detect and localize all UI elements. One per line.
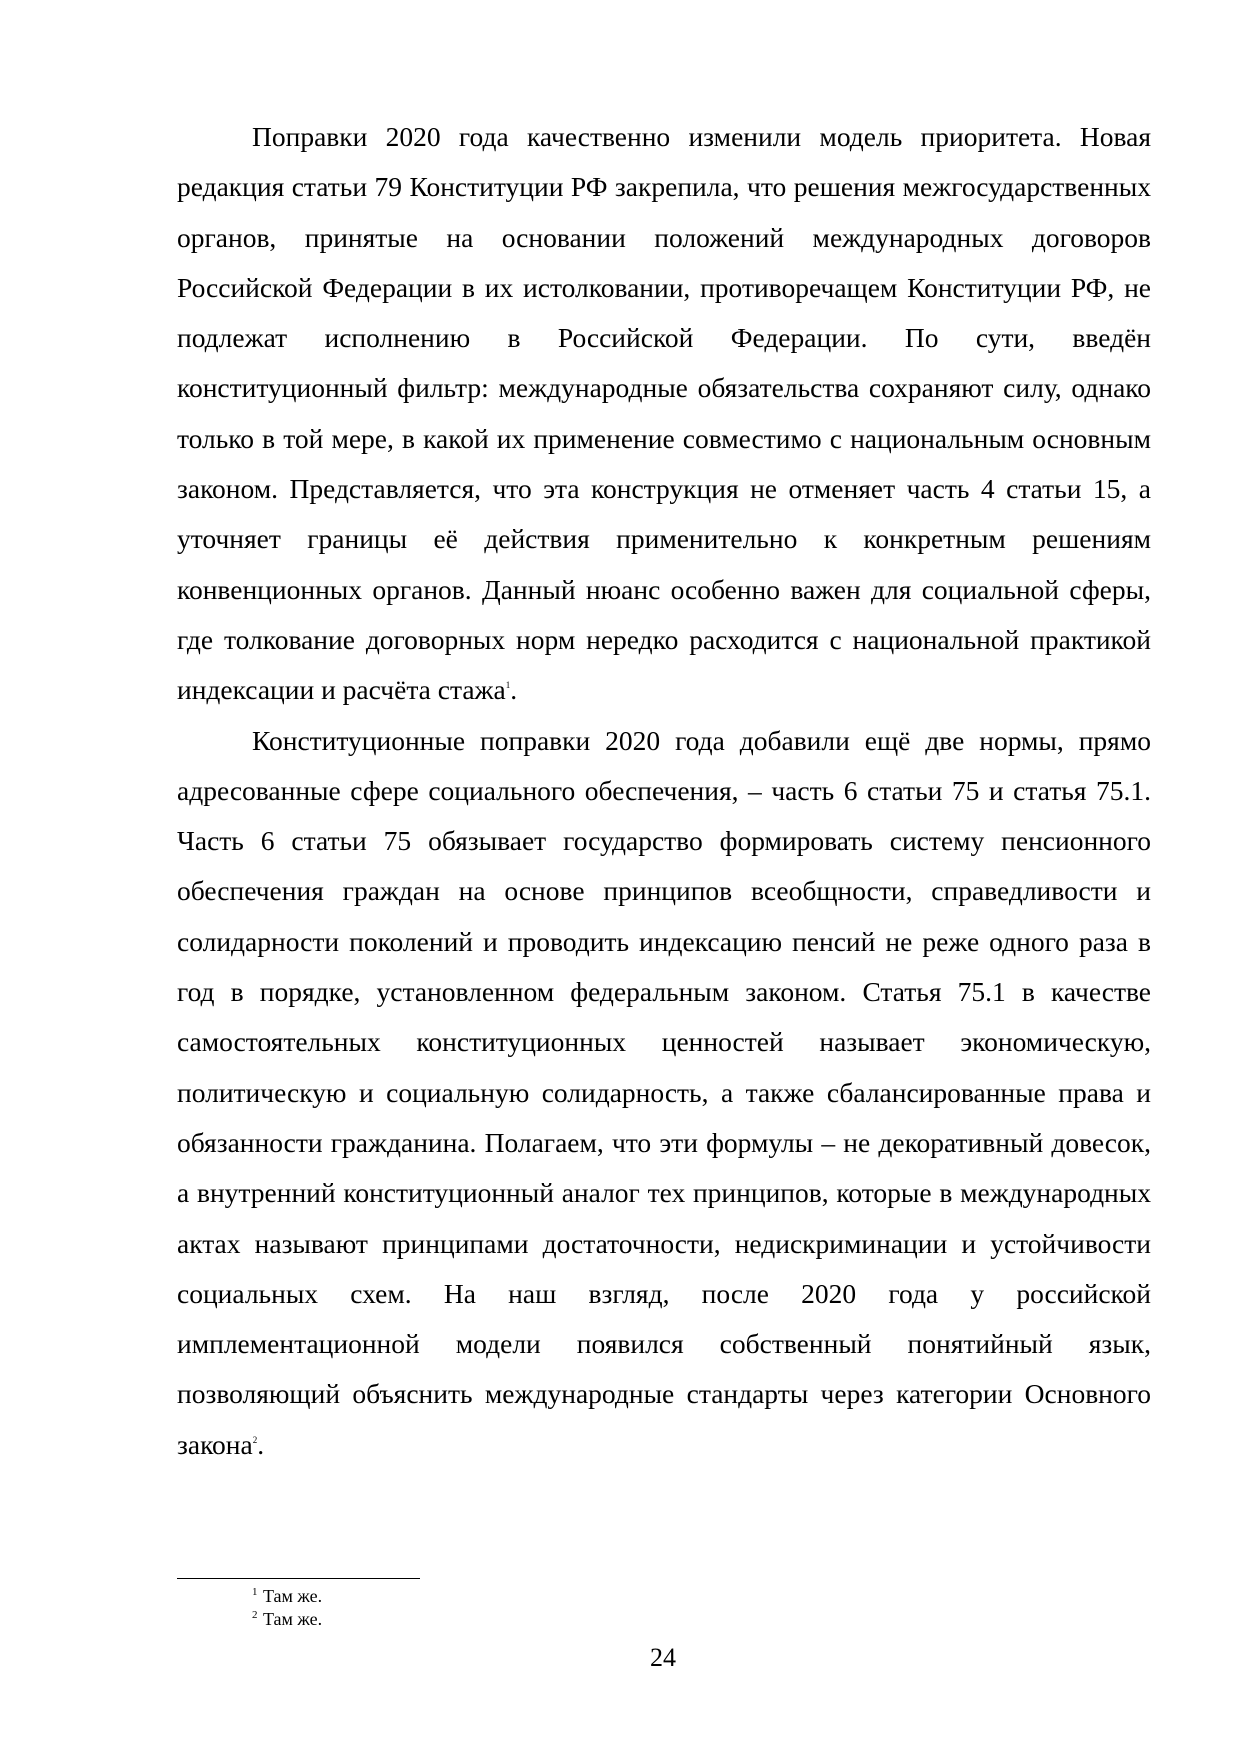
footnote-2-number: 2 — [252, 1609, 258, 1621]
paragraph-1-tail: . — [510, 674, 518, 706]
paragraph-2 — [177, 716, 1151, 1470]
paragraph-1 — [177, 112, 1151, 716]
page-number: 24 — [650, 1643, 676, 1672]
footnote-2 — [252, 1608, 1052, 1631]
footnote-1 — [252, 1585, 1052, 1608]
body-text — [177, 112, 1151, 1470]
paragraph-2-text: Конституционные поправки 2020 года добавили ещё две нормы, прямо адресованные сфере социального обеспечения, – часть 6 статьи 75 и статья 75.1. Часть 6 статьи 75 обязывает государство формировать систему пенсионного обеспечения граждан на основе принципов всеобщности, справедливости и солидарности поколений и проводить индексацию пенсий не реже одного раза в год в порядке, установленном федеральным законом. Статья 75.1 в качестве самостоятельных конституционных ценностей называет экономическую, политическую и социальную солидарность, а также сбалансированные права и обязанности гражданина. Полагаем, что эти формулы – не декоративный довесок, а внутренний конституционный аналог тех принципов, которые в международных актах называют принципами достаточности, недискриминации и устойчивости социальных схем. На наш взгляд, после 2020 года у российской имплементационной модели появился собственный понятийный язык, позволяющий объяснить международные стандарты через категории Основного закона — [177, 724, 1151, 1460]
footnote-separator — [177, 1578, 420, 1579]
footnote-reference-2[interactable]: 2 — [252, 1434, 258, 1445]
footnote-reference-1[interactable]: 1 — [505, 680, 511, 691]
paragraph-2-tail: . — [257, 1428, 265, 1460]
footnote-1-number: 1 — [252, 1586, 258, 1598]
paragraph-1-text: Поправки 2020 года качественно изменили модель приоритета. Новая редакция статьи 79 Конституции РФ закрепила, что решения межгосударственных органов, принятые на основании положений международных договоров Российской Федерации в их истолковании, противоречащем Конституции РФ, не подлежат исполнению в Российской Федерации. По сути, введён конституционный фильтр: международные обязательства сохраняют силу, однако только в той мере, в какой их применение совместимо с национальным основным законом. Представляется, что эта конструкция не отменяет часть 4 статьи 15, а уточняет границы её действия применительно к конкретным решениям конвенционных органов. Данный нюанс особенно важен для социальной сферы, где толкование договорных норм нередко расходится с национальной практикой индексации и расчёта стажа — [177, 121, 1151, 706]
footnote-1-text: Там же. — [258, 1586, 323, 1606]
footnote-2-text: Там же. — [258, 1609, 323, 1629]
footnotes — [252, 1585, 1052, 1631]
